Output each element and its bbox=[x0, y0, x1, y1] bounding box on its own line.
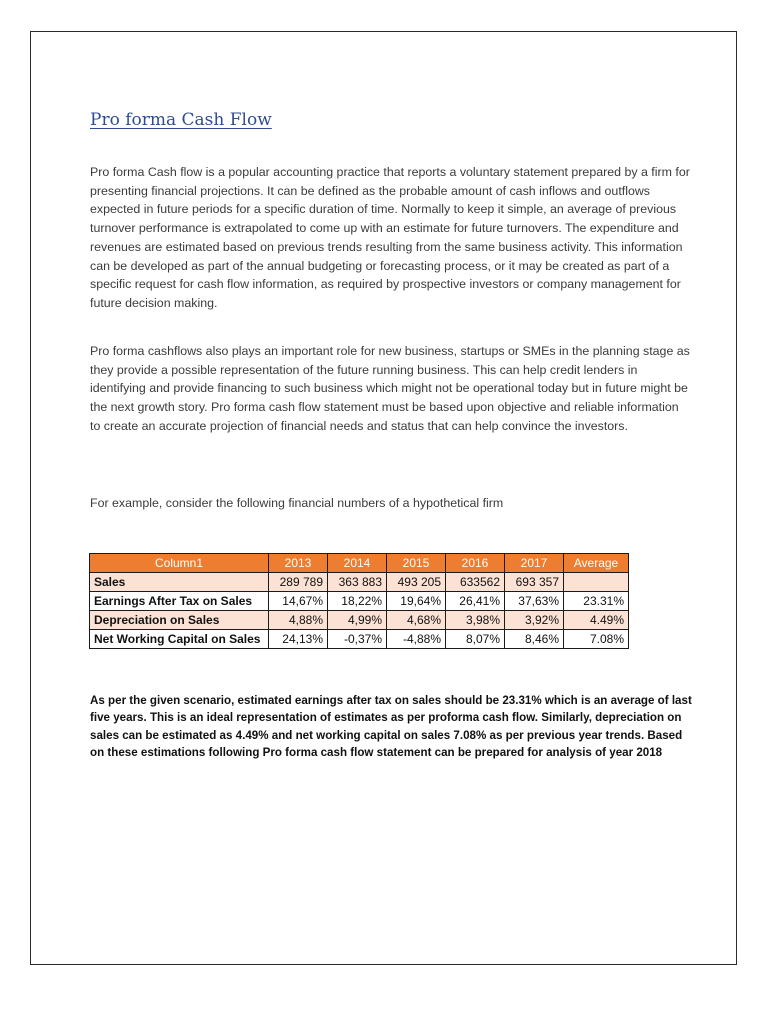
example-intro: For example, consider the following financial numbers of a hypothetical firm bbox=[90, 496, 504, 510]
table-cell: 3,98% bbox=[446, 611, 505, 630]
table-cell: 8,07% bbox=[446, 630, 505, 649]
page-title: Pro forma Cash Flow bbox=[90, 110, 272, 130]
table-cell: 363 883 bbox=[328, 573, 387, 592]
table-cell: 4.49% bbox=[564, 611, 629, 630]
header-cell: 2017 bbox=[505, 554, 564, 573]
header-cell: Column1 bbox=[90, 554, 269, 573]
table-row bbox=[90, 611, 629, 630]
table-header-row bbox=[90, 554, 629, 573]
table-cell: 14,67% bbox=[269, 592, 328, 611]
table-cell: 37,63% bbox=[505, 592, 564, 611]
table-cell: 493 205 bbox=[387, 573, 446, 592]
table-cell: 23.31% bbox=[564, 592, 629, 611]
table-cell: 289 789 bbox=[269, 573, 328, 592]
table-cell: 633562 bbox=[446, 573, 505, 592]
table-cell: 26,41% bbox=[446, 592, 505, 611]
table-cell: 24,13% bbox=[269, 630, 328, 649]
table-cell: 4,99% bbox=[328, 611, 387, 630]
table-cell: 693 357 bbox=[505, 573, 564, 592]
table-cell: 4,88% bbox=[269, 611, 328, 630]
header-cell: 2014 bbox=[328, 554, 387, 573]
row-label: Depreciation on Sales bbox=[90, 611, 269, 630]
financial-table bbox=[89, 553, 629, 649]
table-cell bbox=[564, 573, 629, 592]
table-cell: 8,46% bbox=[505, 630, 564, 649]
table-cell: 7.08% bbox=[564, 630, 629, 649]
table-cell: -0,37% bbox=[328, 630, 387, 649]
header-cell: 2016 bbox=[446, 554, 505, 573]
row-label: Sales bbox=[90, 573, 269, 592]
row-label: Net Working Capital on Sales bbox=[90, 630, 269, 649]
conclusion-paragraph: As per the given scenario, estimated earnings after tax on sales should be 23.31% which is an average of last five years. This is an ideal representation of estimates as per proforma cash flow. Similarly, depreciation on sales can be estimated as 4.49% and net working capital on sales 7.08% as per previous year trends. Based on these estimations following Pro forma cash flow statement can be prepared for analysis of year 2018 bbox=[90, 694, 692, 759]
header-cell: 2015 bbox=[387, 554, 446, 573]
table-row bbox=[90, 573, 629, 592]
table-cell: 19,64% bbox=[387, 592, 446, 611]
table-cell: -4,88% bbox=[387, 630, 446, 649]
header-cell: Average bbox=[564, 554, 629, 573]
row-label: Earnings After Tax on Sales bbox=[90, 592, 269, 611]
table-cell: 18,22% bbox=[328, 592, 387, 611]
startups-paragraph: Pro forma cashflows also plays an important role for new business, startups or SMEs in the planning stage as they provide a possible representation of the future running business. This can help credit lenders in identifying and provide financing to such business which might not be operational today but in future might be the next growth story. Pro forma cash flow statement must be based upon objective and reliable information to create an accurate projection of financial needs and status that can help convince the investors. bbox=[90, 344, 690, 433]
intro-paragraph: Pro forma Cash flow is a popular accounting practice that reports a voluntary statement prepared by a firm for presenting financial projections. It can be defined as the probable amount of cash inflows and outflows expected in future periods for a specific duration of time. Normally to keep it simple, an average of previous turnover performance is extrapolated to come up with an estimate for future turnovers. The expenditure and revenues are estimated based on previous trends resulting from the same business activity. This information can be developed as part of the annual budgeting or forecasting process, or it may be created as part of a specific request for cash flow information, as required by prospective investors or company management for future decision making. bbox=[90, 165, 690, 310]
table-row bbox=[90, 630, 629, 649]
header-cell: 2013 bbox=[269, 554, 328, 573]
table-cell: 3,92% bbox=[505, 611, 564, 630]
table-row bbox=[90, 592, 629, 611]
table-cell: 4,68% bbox=[387, 611, 446, 630]
